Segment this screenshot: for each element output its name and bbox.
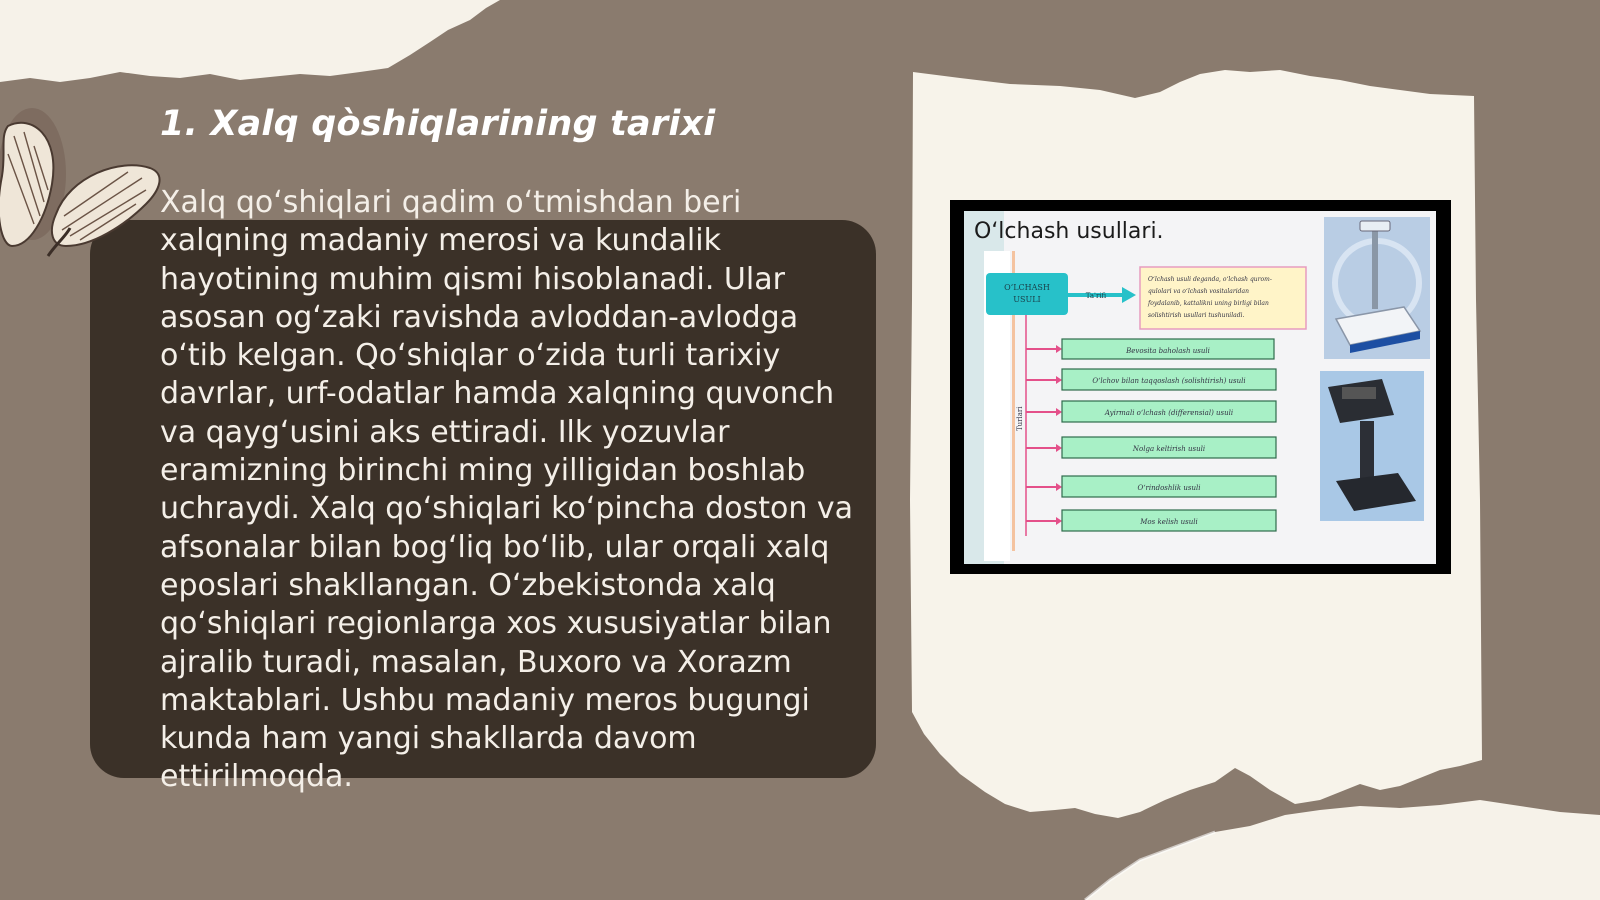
- definition-line-2: qulolari va o‘lchash vositalaridan: [1148, 288, 1249, 295]
- definition-arrow-label: Ta'rifi: [1085, 292, 1107, 300]
- main-box: [986, 273, 1068, 315]
- digital-scale-photo: [1320, 371, 1424, 521]
- platform-scale-photo: [1324, 217, 1430, 359]
- diagram-image-content: [964, 211, 1436, 564]
- body-paragraph: Xalq qo‘shiqlari qadim o‘tmishdan beri xalqning madaniy merosi va kundalik hayotining muhim qismi hisoblanadi. Ular asosan og‘zaki ravishda avloddan-avlodga o‘tib kelgan. Qo‘shiqlar o‘zida turli tarixiy davrlar, urf-odatlar hamda xalqning quvonch va qayg‘usini aks ettiradi. Ilk yozuvlar eramizning birinchi ming yilligidan boshlab uchraydi. Xalq qo‘shiqlari ko‘pincha doston va afsonalar bilan bog‘liq bo‘lib, ular orqali xalq eposlari shakllangan. O‘zbekistonda xalq qo‘shiqlari regionlarga xos xususiyatlar bilan ajralib turadi, masalan, Buxoro va Xorazm maktablari. Ushbu madaniy meros bugungi kunda ham yangi shakllarda davom ettirilmoqda.: [160, 185, 854, 795]
- methods-list: [1026, 315, 1276, 536]
- diagram-image: [950, 200, 1451, 574]
- main-box-line1: O‘LCHASH: [1004, 283, 1050, 292]
- method-label-5: O‘rindoshlik usuli: [1137, 484, 1201, 492]
- definition-line-1: O‘lchash usuli deganda, o‘lchash qurom-: [1148, 276, 1272, 283]
- method-label-2: O‘lchov bilan taqqoslash (solishtirish) usuli: [1092, 377, 1246, 385]
- definition-line-4: solishtirish usullari tushuniladi.: [1148, 312, 1245, 319]
- method-label-6: Mos kelish usuli: [1140, 518, 1198, 526]
- main-box-line2: USULI: [1013, 295, 1041, 304]
- butterfly-icon: [0, 106, 165, 276]
- definition-line-3: foydalanib, kattalikni uning birligi bilan: [1148, 300, 1269, 307]
- page-title: 1. Xalq qòshiqlarining tarixi: [160, 104, 716, 144]
- method-label-1: Bevosita baholash usuli: [1126, 347, 1210, 355]
- diagram-title: O‘lchash usullari.: [974, 219, 1164, 244]
- method-label-3: Ayirmali o‘lchash (differensial) usuli: [1104, 409, 1234, 417]
- method-label-4: Nolga keltirish usuli: [1132, 445, 1206, 453]
- measurement-methods-diagram: [964, 211, 1436, 564]
- types-label: Turlari: [1016, 406, 1024, 431]
